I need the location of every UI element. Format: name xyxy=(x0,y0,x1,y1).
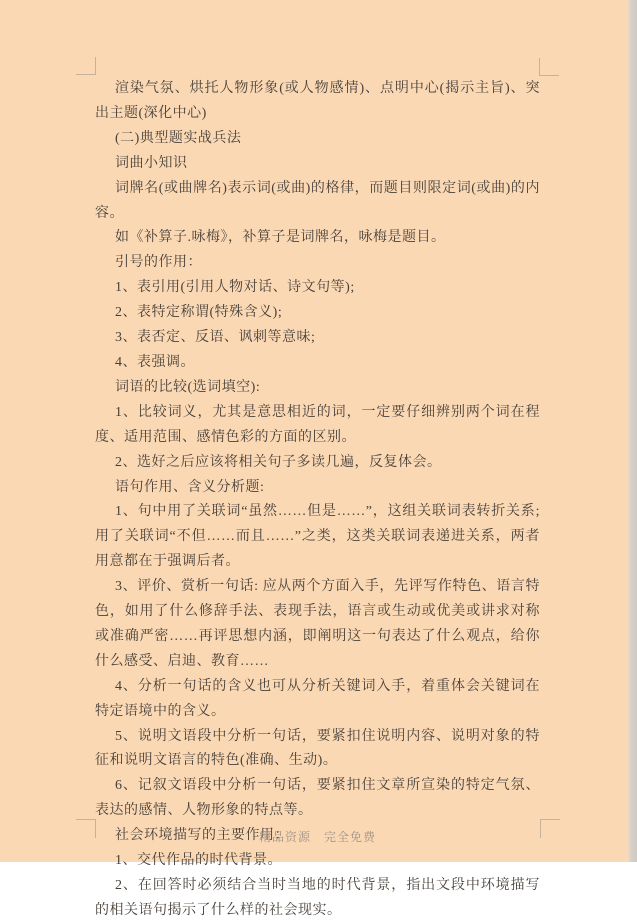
margin-mark-top-right-icon xyxy=(539,58,559,76)
paragraph: 引号的作用： xyxy=(115,255,202,271)
paragraph: 1、比较词义，尤其是意思相近的词，一定要仔细辨别两个词在程度、适用范围、感情色彩的方面的区别。 xyxy=(95,404,540,445)
paragraph: 渲染气氛、烘托人物形象(或人物感情)、点明中心(揭示主旨)、突出主题(深化中心) xyxy=(95,81,540,121)
paragraph: 3、评价、赏析一句话: 应从两个方面入手，先评写作特色、语言特色，如用了什么修辞手法、表现手法，语言或生动或优美或讲求对称或准确严密……再评思想内涵，即阐明这一句表达了什么观点，给你什么感受、启迪、教育…… xyxy=(95,579,540,669)
margin-mark-top-left-icon xyxy=(76,57,96,75)
window-edge-strip xyxy=(627,0,637,862)
document-body xyxy=(95,77,540,924)
paragraph: 4、分析一句话的含义也可从分析关键词入手，着重体会关键词在特定语境中的含义。 xyxy=(95,678,540,719)
paragraph: 3、表否定、反语、讽刺等意味; xyxy=(115,330,316,346)
paragraph: 词曲小知识 xyxy=(115,155,188,171)
paragraph: 语句作用、含义分析题: xyxy=(115,479,265,495)
paragraph: 如《补算子.咏梅》，补算子是词牌名，咏梅是题目。 xyxy=(115,230,446,246)
paragraph: 1、表引用(引用人物对话、诗文句等); xyxy=(115,280,355,296)
paragraph: 1、句中用了关联词“虽然……但是……”，这组关联词表转折关系;用了关联词“不但……而且……”之类，这类关联词表递进关系，两者用意都在于强调后者。 xyxy=(95,504,540,570)
margin-mark-bottom-left-icon xyxy=(76,819,96,838)
paragraph: 词语的比较(选词填空): xyxy=(115,379,261,395)
paragraph: 2、表特定称谓(特殊含义); xyxy=(115,305,283,321)
footer-watermark: 精品资源 完全免费 xyxy=(258,830,376,844)
paragraph: 4、表强调。 xyxy=(115,354,195,370)
paragraph: 词牌名(或曲牌名)表示词(或曲)的格律，而题目则限定词(或曲)的内容。 xyxy=(95,180,540,221)
paragraph: (二)典型题实战兵法 xyxy=(115,130,242,146)
paragraph: 5、说明文语段中分析一句话，要紧扣住说明内容、说明对象的特征和说明文语言的特色(准确、生动)。 xyxy=(95,728,540,769)
paragraph: 1、交代作品的时代背景。 xyxy=(115,853,282,869)
paragraph: 社会环境描写的主要作用： xyxy=(115,828,289,844)
paragraph: 6、记叙文语段中分析一句话，要紧扣住文章所宣染的特定气氛、表达的感情、人物形象的特点等。 xyxy=(95,778,540,819)
paragraph: 2、在回答时必须结合当时当地的时代背景，指出文段中环境描写的相关语句揭示了什么样的社会现实。 xyxy=(95,878,540,918)
margin-mark-bottom-right-icon xyxy=(540,819,560,838)
paragraph: 2、选好之后应该将相关句子多读几遍，反复体会。 xyxy=(115,454,442,470)
